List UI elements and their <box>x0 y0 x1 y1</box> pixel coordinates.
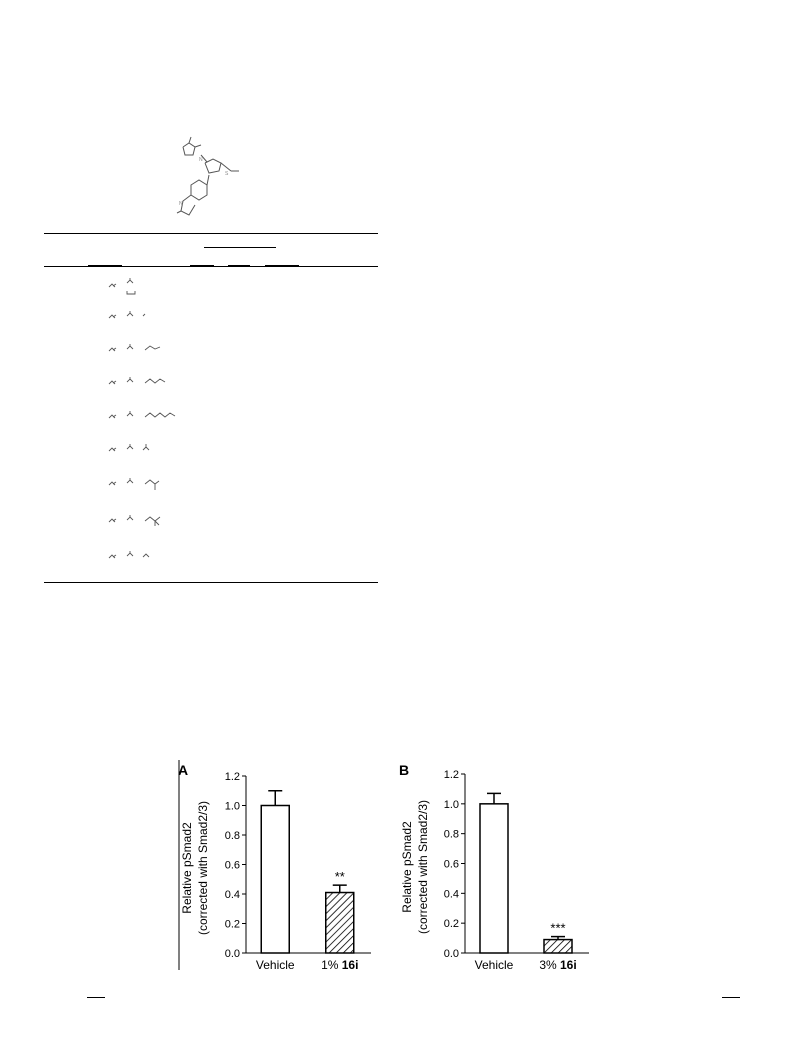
svg-text:S: S <box>225 171 229 177</box>
panel-b-letter: B <box>399 762 410 778</box>
panel-a-ylabel-line2: (corrected with Smad2/3) <box>196 800 210 936</box>
chart-panel-b <box>395 755 595 985</box>
panel-a-ytick-label: 0.4 <box>224 889 240 901</box>
panel-a-ytick-label: 0.2 <box>224 918 240 931</box>
panel-b-ylabel-line2: (corrected with Smad2/3) <box>416 799 430 935</box>
footer-mark-right <box>722 997 740 998</box>
panel-a-axes <box>225 771 371 972</box>
panel-a-ytick-label: 1.2 <box>224 771 240 783</box>
panel-a-letter: A <box>178 762 189 778</box>
panel-a-significance: ** <box>334 869 345 885</box>
panel-b-ytick-label: 0.0 <box>443 948 459 960</box>
panel-a-bar <box>261 806 289 954</box>
panel-a-ytick-label: 0.8 <box>224 830 240 842</box>
panel-b-ytick-label: 0.4 <box>443 888 459 901</box>
panel-a-ytick-label: 0.6 <box>224 859 240 872</box>
footer-mark-left <box>87 997 105 998</box>
table-subrule-2 <box>190 265 214 267</box>
panel-b-ytick-label: 1.2 <box>443 769 459 781</box>
panel-b-category-label: Vehicle <box>474 958 514 972</box>
panel-a-category-label: Vehicle <box>255 958 295 972</box>
panel-a-ytick-label: 0.0 <box>224 948 240 960</box>
panel-a-bar <box>326 893 354 953</box>
panel-b-ytick-label: 1.0 <box>443 798 459 811</box>
panel-b-ytick-label: 0.2 <box>443 918 459 931</box>
panel-b-bar <box>480 804 508 953</box>
table-subrule-1 <box>88 265 122 267</box>
panel-a-category-label: 1% 16i <box>321 958 359 972</box>
panel-b-axes <box>444 769 589 972</box>
table-subrule-3 <box>228 265 250 267</box>
table-top-rule <box>44 233 378 234</box>
panel-b-significance: *** <box>550 920 566 936</box>
panel-a-ylabel-line1: Relative pSmad2 <box>180 822 194 914</box>
panel-b-ylabel-line1: Relative pSmad2 <box>400 821 414 913</box>
chart-panel-a <box>175 760 375 985</box>
table-bottom-rule <box>44 582 378 583</box>
panel-a-ytick-label: 1.0 <box>224 800 240 813</box>
panel-b-ytick-label: 0.8 <box>443 828 459 841</box>
table-subrule-4 <box>265 265 299 267</box>
svg-text:N: N <box>199 157 203 163</box>
panel-b-bar <box>544 940 572 953</box>
r-group-structures <box>105 278 195 573</box>
table-header-group-rule <box>204 247 276 248</box>
svg-text:N: N <box>179 201 183 207</box>
scaffold-structure <box>165 135 255 225</box>
panel-b-category-label: 3% 16i <box>539 958 577 972</box>
panel-b-ytick-label: 0.6 <box>443 858 459 871</box>
